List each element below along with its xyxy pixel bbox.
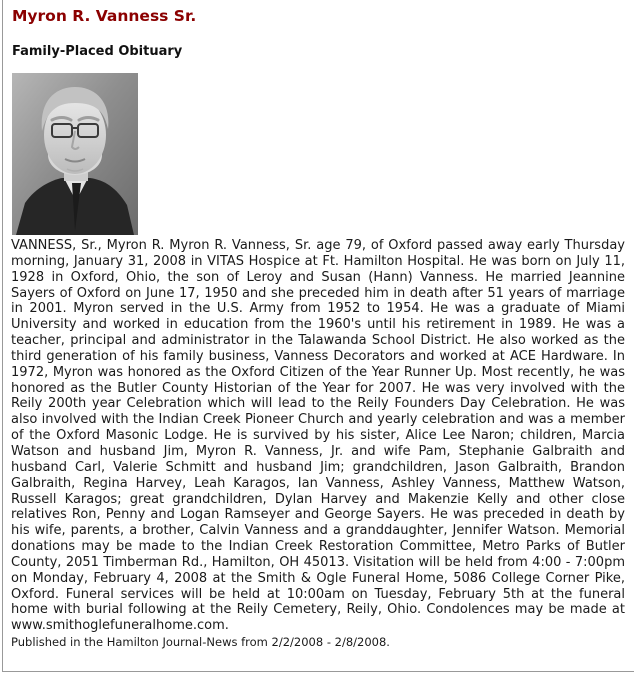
- obituary-type-label: Family-Placed Obituary: [12, 44, 183, 59]
- published-note: Published in the Hamilton Journal-News from 2/2/2008 - 2/8/2008.: [11, 635, 390, 650]
- obituary-page: [2, 0, 634, 672]
- portrait-photo: [12, 73, 138, 235]
- obituary-text: VANNESS, Sr., Myron R. Myron R. Vanness, Sr. age 79, of Oxford passed away early Thursday morning, January 31, 2008 in VITAS Hospice at Ft. Hamilton Hospital. He was born on July 11, 1928 in Oxford, Ohio, the son of Leroy and Susan (Hann) Vanness. He married Jeannine Sayers of Oxford on June 17, 1950 and she preceded him in death after 51 years of marriage in 2001. Myron served in the U.S. Army from 1952 to 1954. He was a graduate of Miami University and worked in education from the 1960's until his retirement in 1989. He was a teacher, principal and administrator in the Talawanda School District. He also worked as the third generation of his family business, Vanness Decorators and worked at ACE Hardware. In 1972, Myron was honored as the Oxford Citizen of the Year Runner Up. Most recently, he was honored as the Butler County Historian of the Year for 2007. He was very involved with the Reily 200th year Celebration which will lead to the Reily Founders Day Celebration. He was also involved with the Indian Creek Pioneer Church and yearly celebration and was a member of the Oxford Masonic Lodge. He is survived by his sister, Alice Lee Naron; children, Marcia Watson and husband Jim, Myron R. Vanness, Jr. and wife Pam, Stephanie Galbraith and husband Carl, Valerie Schmitt and husband Jim; grandchildren, Jason Galbraith, Brandon Galbraith, Regina Harvey, Leah Karagos, Ian Vanness, Ashley Vanness, Matthew Watson, Russell Karagos; great grandchildren, Dylan Harvey and Makenzie Kelly and other close relatives Ron, Penny and Logan Ramseyer and George Sayers. He was preceded in death by his wife, parents, a brother, Calvin Vanness and a granddaughter, Jennifer Watson. Memorial donations may be made to the Indian Creek Restoration Committee, Metro Parks of Butler County, 2051 Timberman Rd., Hamilton, OH 45013. Visitation will be held from 4:00 - 7:00pm on Monday, February 4, 2008 at the Smith & Ogle Funeral Home, 5086 College Corner Pike, Oxford. Funeral services will be held at 10:00am on Tuesday, February 5th at the funeral home with burial following at the Reily Cemetery, Reily, Ohio. Condolences may be made at www.smithoglefuneralhome.com.: [11, 238, 625, 634]
- page-title: Myron R. Vanness Sr.: [12, 7, 197, 25]
